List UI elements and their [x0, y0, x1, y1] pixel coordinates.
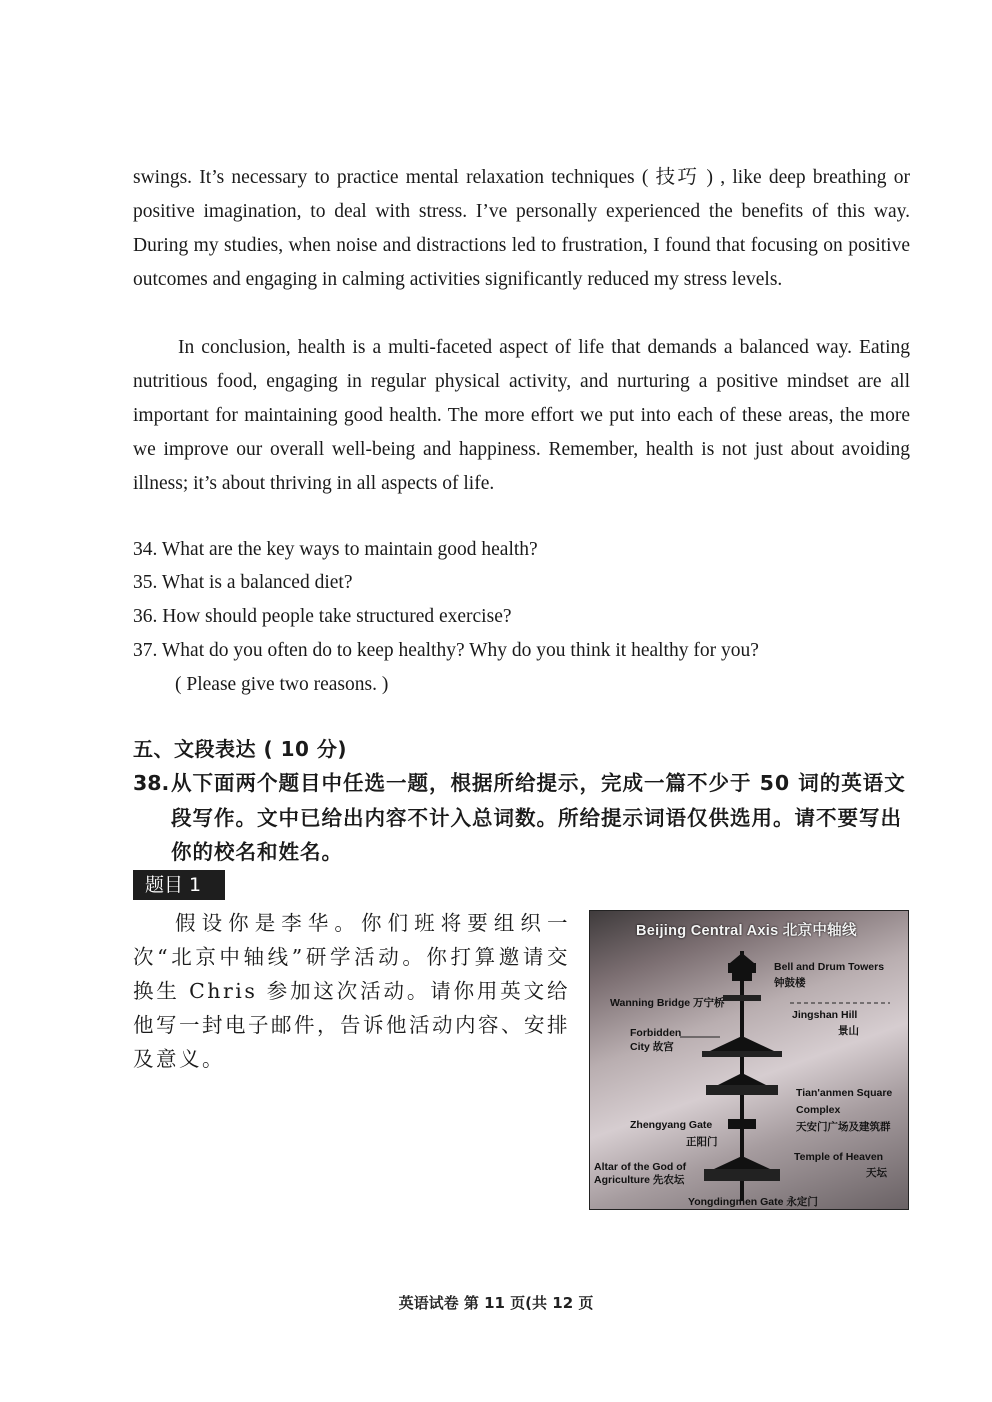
topic-prompt: 假设你是李华。你们班将要组织一次“北京中轴线”研学活动。你打算邀请交换生 Chris 参加这次活动。请你用英文给他写一封电子邮件，告诉他活动内容、安排及意义。	[133, 911, 570, 1071]
topic-badge: 题目 1	[133, 870, 225, 900]
passage-paragraph-2: In conclusion, health is a multi-faceted aspect of life that demands a balanced way. Eating nutritious food, engaging in regular physical activity, and nurturing a positive mindset are all important for maintaining good health. The more effort we put into each of these areas, the more we improve our overall well-being and happiness. Remember, health is not just about avoiding illness; it’s about thriving in all aspects of life.	[133, 337, 910, 494]
question-36: 36. How should people take structured exercise?	[133, 606, 512, 627]
question-35: 35. What is a balanced diet?	[133, 572, 353, 593]
label-forbidden-cn: City 故宫	[630, 1041, 674, 1053]
label-zhengyang-cn: 正阳门	[686, 1136, 718, 1148]
question-37-note: ( Please give two reasons. )	[175, 674, 389, 695]
yongding-gate	[704, 1169, 780, 1181]
tiananmen-roof	[718, 1073, 766, 1085]
question-37: 37. What do you often do to keep healthy? Why do you think it healthy for you?	[133, 640, 759, 661]
jingshan-pavilion	[710, 1036, 774, 1051]
label-tiananmen-en-1: Tian'anmen Square	[796, 1087, 893, 1099]
label-zhengyang-en: Zhengyang Gate	[630, 1119, 713, 1131]
section-heading: 五、文段表达 ( 10 分)	[133, 737, 348, 761]
bell-tower-roof	[730, 953, 754, 963]
label-bell-drum-en: Bell and Drum Towers	[774, 961, 885, 973]
central-axis-map	[589, 910, 909, 1210]
forbidden-city-wall	[702, 1051, 782, 1057]
zhengyang-gate	[728, 1119, 756, 1129]
label-heaven-en: Temple of Heaven	[794, 1151, 884, 1163]
map-title: Beijing Central Axis 北京中轴线	[636, 923, 857, 939]
label-yongding: Yongdingmen Gate 永定门	[688, 1196, 818, 1208]
page-footer: 英语试卷 第 11 页(共 12 页	[398, 1294, 594, 1312]
label-agriculture-en-1: Altar of the God of	[594, 1161, 687, 1173]
label-agriculture-en-2: Agriculture 先农坛	[594, 1174, 685, 1186]
question-34: 34. What are the key ways to maintain good health?	[133, 539, 538, 560]
label-wanning-bridge: Wanning Bridge 万宁桥	[610, 997, 725, 1009]
label-jingshan-en: Jingshan Hill	[792, 1009, 858, 1021]
label-jingshan-cn: 景山	[838, 1025, 859, 1037]
label-tiananmen-en-2: Complex	[796, 1104, 841, 1116]
tiananmen-gate	[706, 1085, 778, 1095]
yongding-roof	[714, 1156, 770, 1169]
label-tiananmen-cn: 天安门广场及建筑群	[796, 1121, 891, 1133]
label-bell-drum-cn: 钟鼓楼	[774, 977, 806, 989]
bell-tower-body	[728, 963, 756, 973]
wanning-bridge	[723, 995, 761, 1001]
task-instructions: 从下面两个题目中任选一题，根据所给提示，完成一篇不少于 50 词的英语文段写作。文中已给出内容不计入总词数。所给提示词语仅供选用。请不要写出你的校名和姓名。	[171, 771, 906, 864]
label-forbidden-en: Forbidden	[630, 1027, 682, 1039]
label-heaven-cn: 天坛	[866, 1167, 887, 1179]
passage-paragraph-1: swings. It’s necessary to practice mental relaxation techniques ( 技巧 ) , like deep breathing or positive imagination, to deal with stress. I’ve personally experienced the benefits of this way. During my studies, when noise and distractions led to frustration, I found that focusing on positive outcomes and engaging in calming activities significantly reduced my stress levels.	[133, 167, 910, 290]
drum-tower-body	[732, 973, 752, 981]
task-number: 38.	[133, 771, 170, 795]
writing-task	[133, 766, 913, 870]
